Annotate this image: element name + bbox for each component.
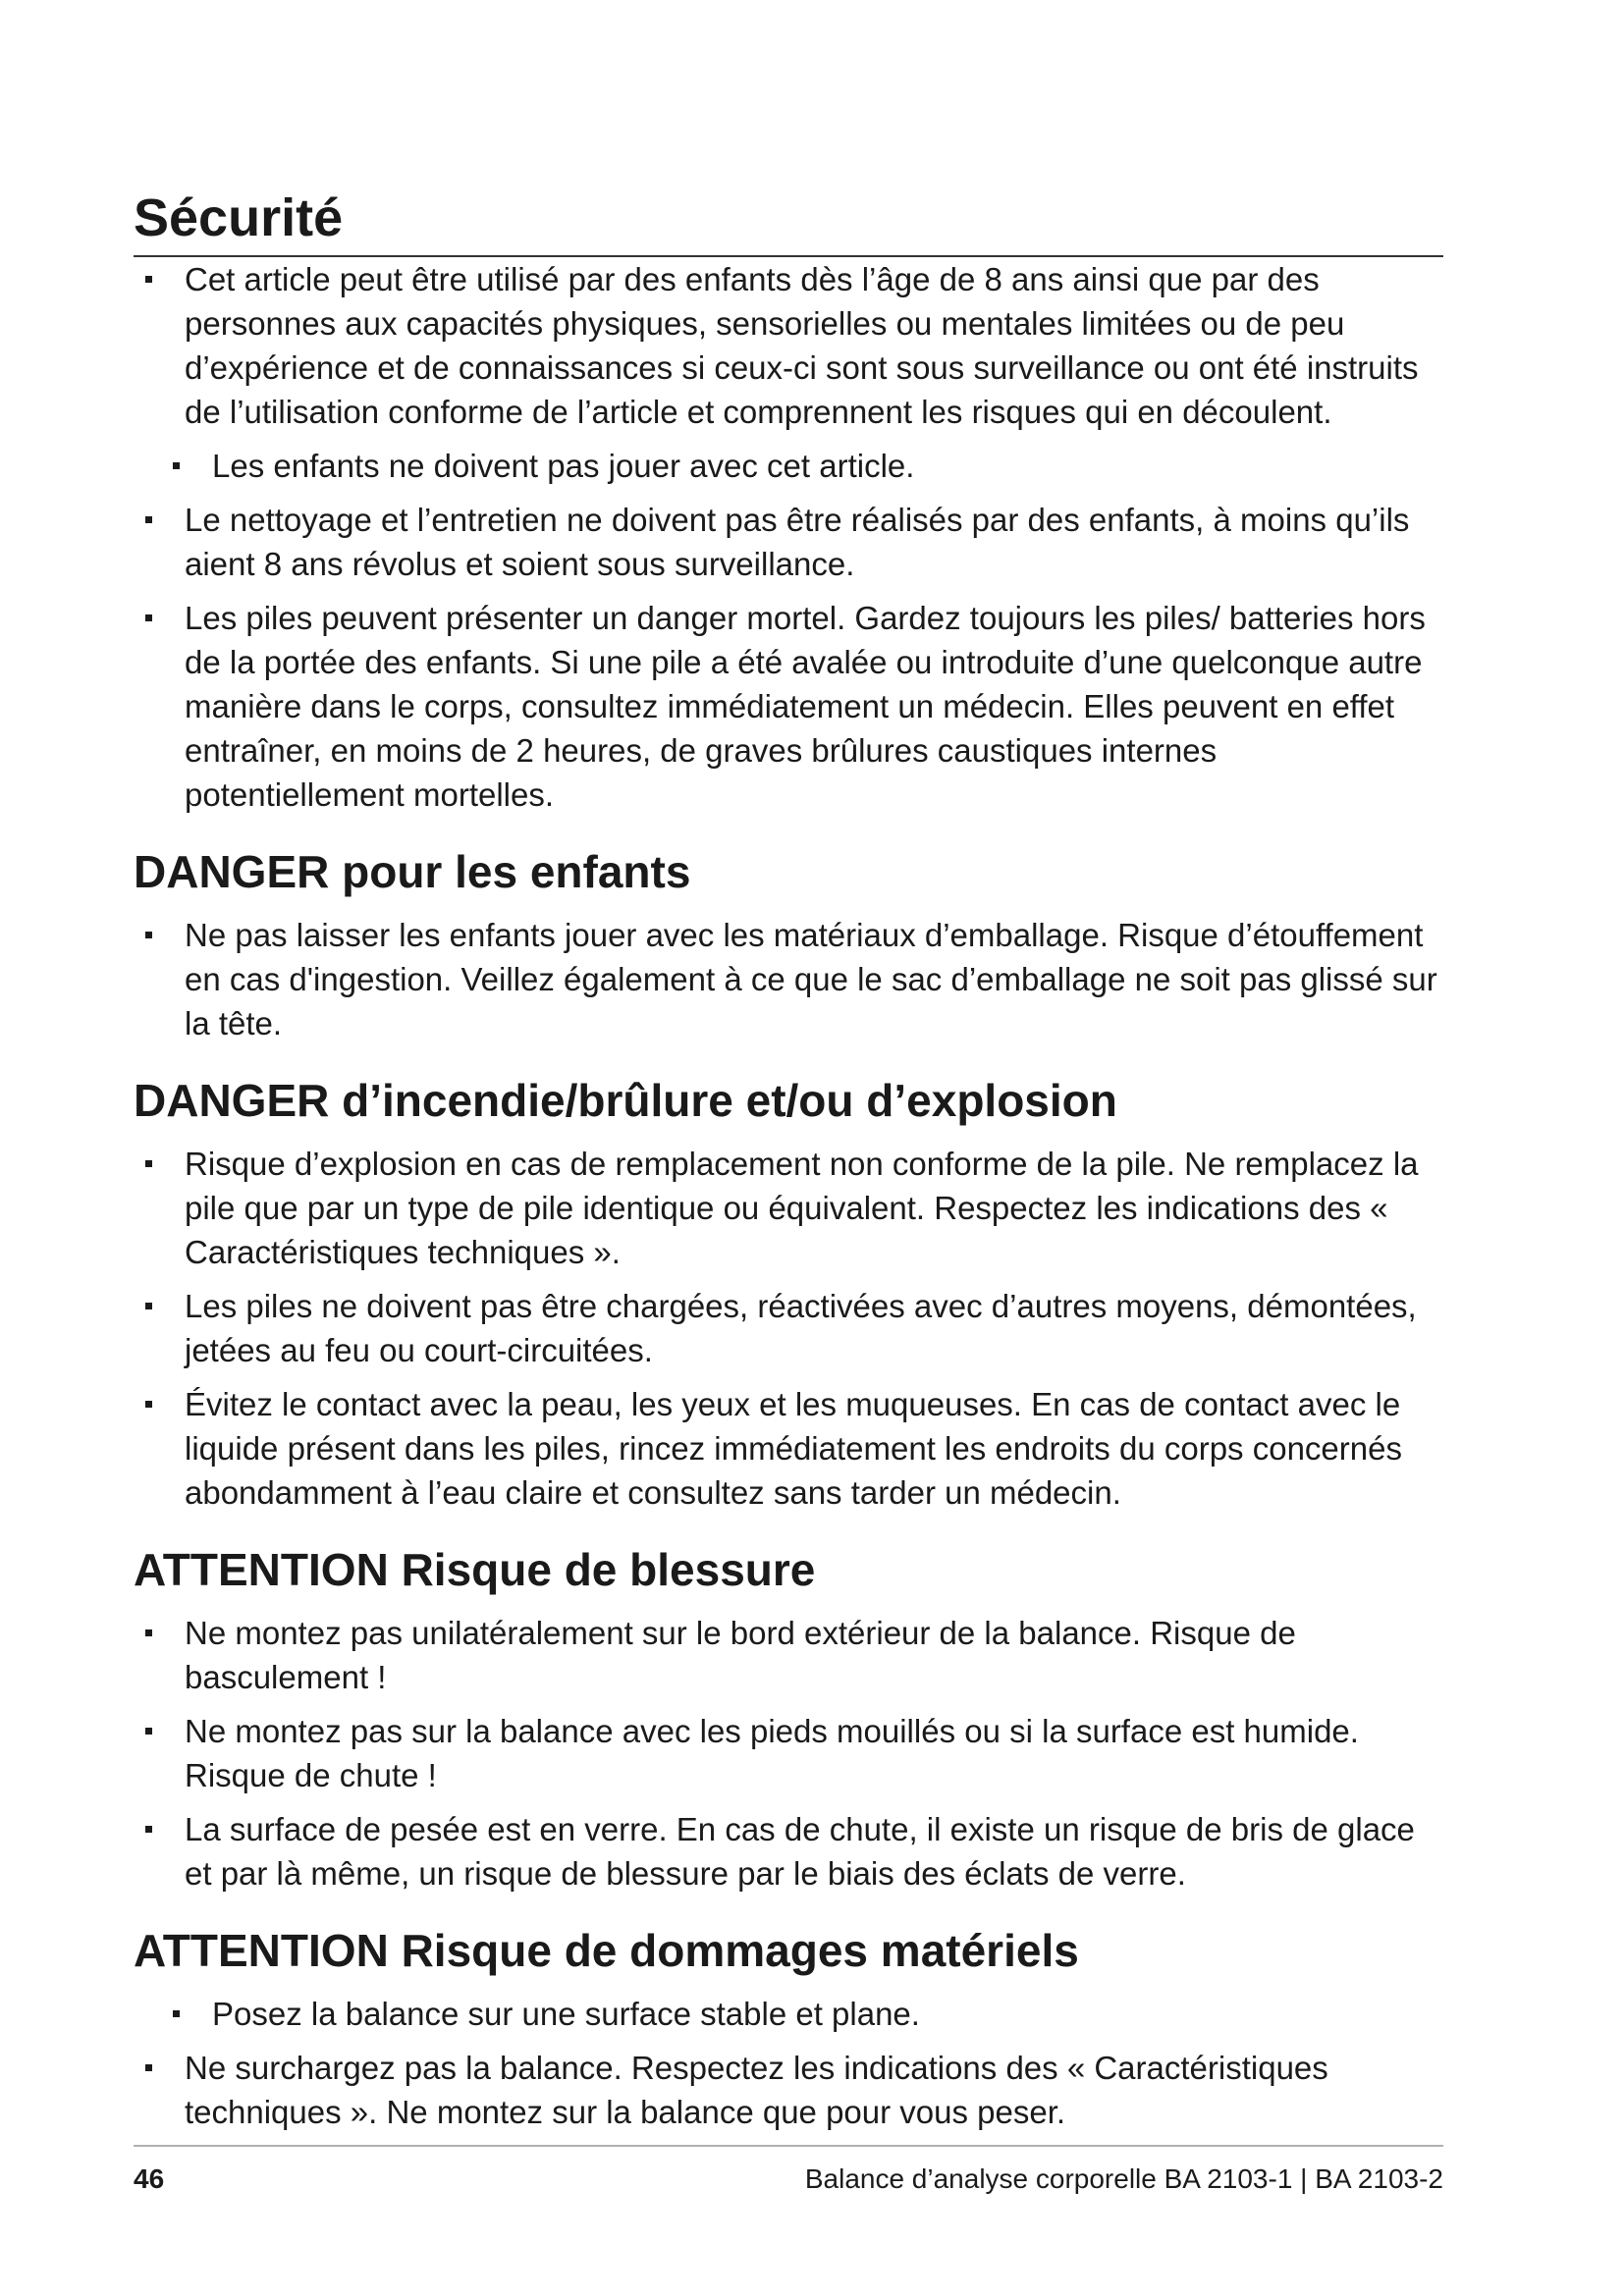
bullet-icon bbox=[145, 1728, 152, 1735]
page-footer bbox=[134, 2160, 1443, 2199]
page-number: 46 bbox=[134, 2163, 165, 2194]
list-item bbox=[134, 2046, 1443, 2134]
list-item bbox=[134, 1807, 1443, 1896]
list-item-text: Évitez le contact avec la peau, les yeux et les muqueuses. En cas de contact avec le liquide présent dans les piles, rincez immédiatement les endroits du corps concernés abondamment à l’eau claire et consultez sans tarder un médecin. bbox=[185, 1386, 1402, 1511]
list-item bbox=[134, 498, 1443, 586]
bullet-icon bbox=[145, 276, 152, 283]
list-item bbox=[134, 257, 1443, 434]
list-item-text: Posez la balance sur une surface stable et plane. bbox=[212, 1996, 920, 2032]
list-item bbox=[134, 1709, 1443, 1797]
bullet-icon bbox=[173, 2010, 180, 2017]
safety-list bbox=[134, 257, 1443, 817]
bullet-icon bbox=[173, 462, 180, 469]
section-heading-property-damage: ATTENTION Risque de dommages matériels bbox=[134, 1925, 1079, 1976]
bullet-icon bbox=[145, 2064, 152, 2071]
list-item-text: La surface de pesée est en verre. En cas de chute, il existe un risque de bris de glace et par là même, un risque de blessure par le biais des éclats de verre. bbox=[185, 1811, 1415, 1892]
bullet-icon bbox=[145, 1401, 152, 1408]
list-item-text: Cet article peut être utilisé par des enfants dès l’âge de 8 ans ainsi que par des personnes aux capacités physiques, sensorielles ou mentales limitées ou de peu d’expérience et de connaissances si ceux-ci sont sous surveillance ou ont été instruits de l’utilisation conforme de l’article et comprennent les risques qui en découlent. bbox=[185, 261, 1419, 430]
bullet-icon bbox=[145, 614, 152, 621]
list-item bbox=[134, 1142, 1443, 1274]
children-danger-list bbox=[134, 913, 1443, 1045]
section-heading-fire-danger: DANGER d’incendie/brûlure et/ou d’explosion bbox=[134, 1075, 1117, 1126]
list-item bbox=[134, 913, 1443, 1045]
list-item-text: Ne montez pas unilatéralement sur le bord extérieur de la balance. Risque de basculement ! bbox=[185, 1615, 1296, 1695]
list-item bbox=[134, 444, 1443, 488]
list-item-text: Ne montez pas sur la balance avec les pieds mouillés ou si la surface est humide. Risque de chute ! bbox=[185, 1713, 1359, 1793]
bullet-icon bbox=[145, 516, 152, 523]
list-item bbox=[134, 1611, 1443, 1699]
property-damage-list bbox=[134, 1992, 1443, 2134]
fire-danger-list bbox=[134, 1142, 1443, 1515]
footer-divider bbox=[134, 2145, 1443, 2147]
page-content bbox=[134, 187, 1443, 2144]
list-item bbox=[134, 1382, 1443, 1515]
section-heading-children-danger: DANGER pour les enfants bbox=[134, 846, 691, 897]
list-item bbox=[134, 1284, 1443, 1372]
list-item-text: Les enfants ne doivent pas jouer avec cet article. bbox=[212, 448, 915, 484]
list-item-text: Le nettoyage et l’entretien ne doivent pas être réalisés par des enfants, à moins qu’ils aient 8 ans révolus et soient sous surveillance. bbox=[185, 502, 1410, 582]
page-title: Sécurité bbox=[134, 187, 1443, 257]
list-item bbox=[134, 1992, 1443, 2036]
list-item-text: Ne surchargez pas la balance. Respectez les indications des « Caractéristiques techniques ». Ne montez sur la balance que pour vous peser. bbox=[185, 2050, 1328, 2130]
injury-risk-list bbox=[134, 1611, 1443, 1896]
bullet-icon bbox=[145, 1160, 152, 1167]
bullet-icon bbox=[145, 1303, 152, 1309]
list-item-text: Les piles ne doivent pas être chargées, réactivées avec d’autres moyens, démontées, jetées au feu ou court-circuitées. bbox=[185, 1288, 1417, 1368]
bullet-icon bbox=[145, 1629, 152, 1636]
list-item-text: Les piles peuvent présenter un danger mortel. Gardez toujours les piles/ batteries hors de la portée des enfants. Si une pile a été avalée ou introduite d’une quelconque autre manière dans le corps, consultez immédiatement un médecin. Elles peuvent en effet entraîner, en moins de 2 heures, de graves brûlures caustiques internes potentiellement mortelles. bbox=[185, 600, 1426, 813]
list-item bbox=[134, 596, 1443, 817]
list-item-text: Ne pas laisser les enfants jouer avec les matériaux d’emballage. Risque d’étouffement en cas d'ingestion. Veillez également à ce que le sac d’emballage ne soit pas glissé sur la tête. bbox=[185, 917, 1437, 1041]
section-heading-injury-risk: ATTENTION Risque de blessure bbox=[134, 1544, 816, 1595]
bullet-icon bbox=[145, 1826, 152, 1833]
footer-document-title: Balance d’analyse corporelle BA 2103-1 | BA 2103-2 bbox=[804, 2163, 1443, 2194]
bullet-icon bbox=[145, 932, 152, 938]
list-item-text: Risque d’explosion en cas de remplacement non conforme de la pile. Ne remplacez la pile que par un type de pile identique ou équivalent. Respectez les indications des « Caractéristiques techniques ». bbox=[185, 1146, 1419, 1270]
